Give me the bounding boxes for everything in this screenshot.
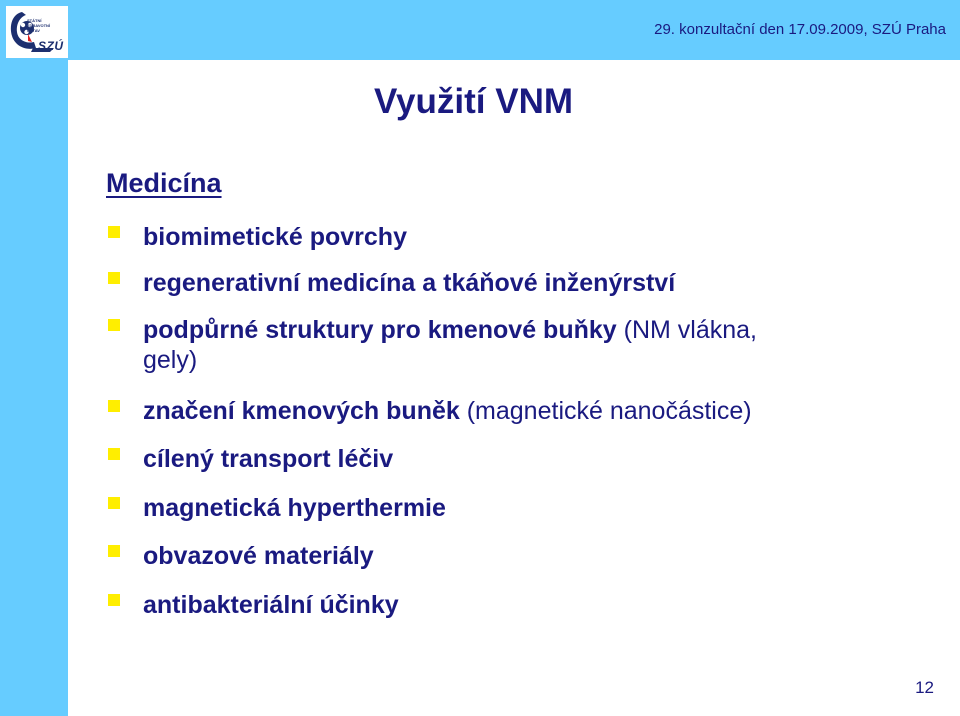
logo-line-3: ÚSTAV <box>27 28 40 33</box>
bullet-square-icon <box>108 400 120 412</box>
bullet-square-icon <box>108 319 120 331</box>
left-band <box>0 0 68 716</box>
bullet-text: regenerativní medicína a tkáňové inženýrství <box>143 269 676 297</box>
bullet-square-icon <box>108 272 120 284</box>
bullet-note: (magnetické nanočástice) <box>459 397 752 425</box>
logo-abbreviation: SZÚ <box>38 39 64 53</box>
bullet-square-icon <box>108 448 120 460</box>
header-text: 29. konzultační den 17.09.2009, SZÚ Praha <box>654 21 946 38</box>
szu-logo <box>6 6 68 58</box>
bullet-square-icon <box>108 545 120 557</box>
logo-line-1: STÁTNÍ <box>27 18 42 23</box>
bullet-text: podpůrné struktury pro kmenové buňky <box>143 316 617 344</box>
bullet-text: cílený transport léčiv <box>143 445 394 473</box>
page-number: 12 <box>915 678 934 697</box>
bullet-square-icon <box>108 226 120 238</box>
bullet-continuation: gely) <box>143 346 198 374</box>
bullet-square-icon <box>108 497 120 509</box>
slide-title: Využití VNM <box>374 82 573 121</box>
bullet-text: antibakteriální účinky <box>143 591 399 619</box>
logo-line-2: ZDRAVOTNÍ <box>27 23 51 28</box>
bullet-square-icon <box>108 594 120 606</box>
bullet-text: obvazové materiály <box>143 542 374 570</box>
section-heading: Medicína <box>106 168 222 198</box>
bullet-text: značení kmenových buněk <box>143 397 460 425</box>
bullet-text: biomimetické povrchy <box>143 223 407 251</box>
bullet-note: (NM vlákna, <box>616 316 757 344</box>
bullet-text: magnetická hyperthermie <box>143 494 446 522</box>
